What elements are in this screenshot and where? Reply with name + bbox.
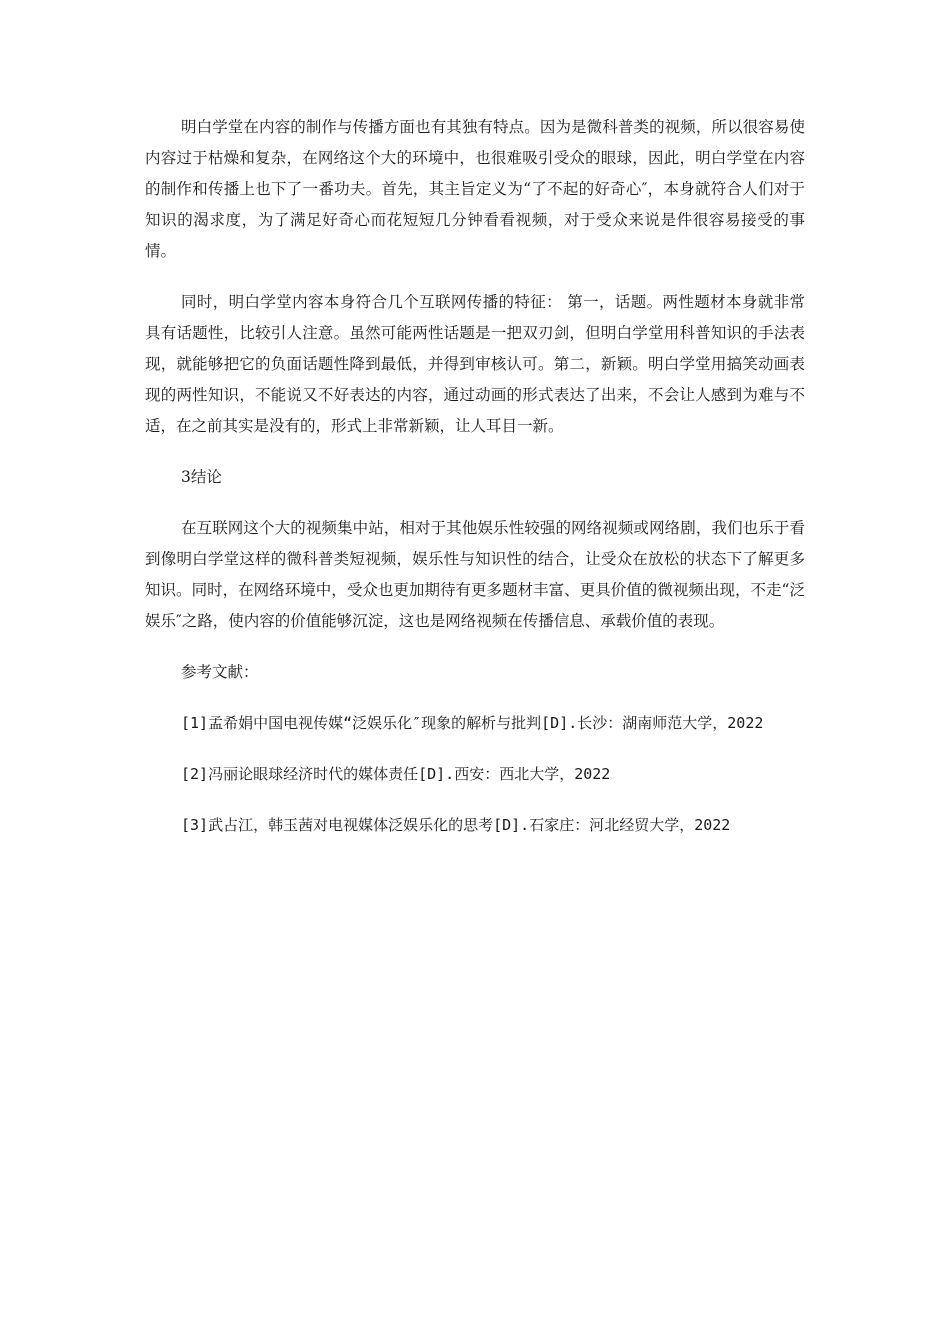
references-heading: 参考文献： [181,663,259,681]
conclusion-paragraph: 在互联网这个大的视频集中站，相对于其他娱乐性较强的网络视频或网络剧，我们也乐于看到像明白学堂这样的微科普类短视频，娱乐性与知识性的结合，让受众在放松的状态下了解更多知识。同时，在网络环境中，受众也更加期待有更多题材丰富、更具价值的微视频出现，不走“泛娱乐″之路，使内容的价值能够沉淀，这也是网络视频在传播信息、承载价值的表现。 [145,519,805,630]
body-paragraph: 同时，明白学堂内容本身符合几个互联网传播的特征： 第一，话题。两性题材本身就非常具有话题性，比较引人注意。虽然可能两性话题是一把双刃剑，但明白学堂用科普知识的手法表现，就能够把它的负面话题性降到最低，并得到审核认可。第二，新颖。明白学堂用搞笑动画表现的两性知识，不能说又不好表达的内容，通过动画的形式表达了出来，不会让人感到为难与不适，在之前其实是没有的，形式上非常新颖，让人耳目一新。 [145,293,805,435]
section-heading-conclusion: 3结论 [181,468,222,486]
reference-item: [3]武占江，韩玉茜对电视媒体泛娱乐化的思考[D].石家庄：河北经贸大学，2022 [181,816,731,834]
reference-item: [2]冯丽论眼球经济时代的媒体责任[D].西安：西北大学，2022 [181,765,611,783]
document-page [145,112,805,861]
reference-item: [1]孟希娟中国电视传媒“泛娱乐化″现象的解析与批判[D].长沙：湖南师范大学，2022 [181,714,764,732]
body-paragraph: 明白学堂在内容的制作与传播方面也有其独有特点。因为是微科普类的视频，所以很容易使内容过于枯燥和复杂，在网络这个大的环境中，也很难吸引受众的眼球，因此，明白学堂在内容的制作和传播上也下了一番功夫。首先，其主旨定义为“了不起的好奇心″，本身就符合人们对于知识的渴求度，为了满足好奇心而花短短几分钟看看视频，对于受众来说是件很容易接受的事情。 [145,118,805,260]
